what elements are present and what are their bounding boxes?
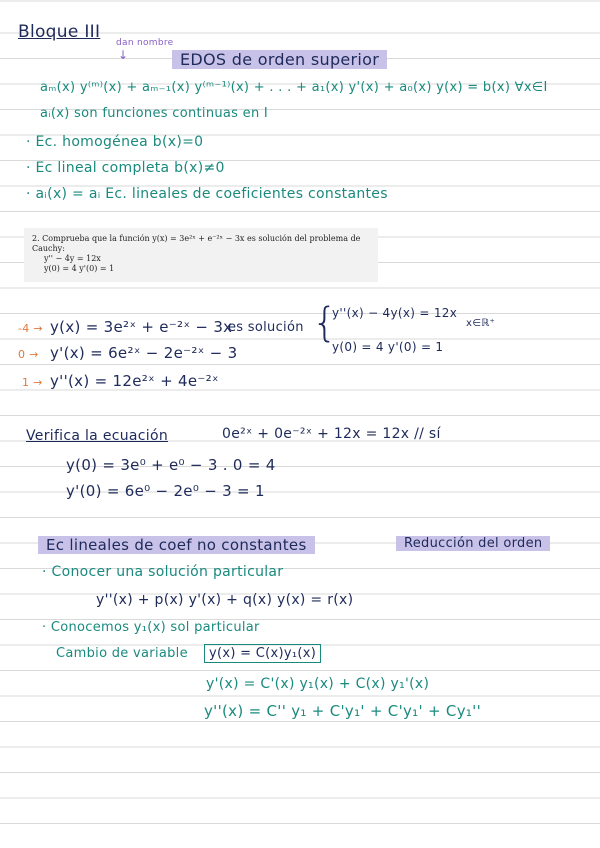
bullet-completa: · Ec lineal completa b(x)≠0 [26, 160, 225, 176]
eq-main-second-order: y''(x) + p(x) y'(x) + q(x) y(x) = r(x) [96, 592, 354, 608]
bullet-coef-constantes: · aᵢ(x) = aᵢ Ec. lineales de coeficientes constantes [26, 186, 388, 202]
eq-y-prime: y'(x) = 6e²ˣ − 2e⁻²ˣ − 3 [50, 344, 238, 362]
bullet-conocemos: · Conocemos y₁(x) sol particular [42, 620, 260, 635]
annotation-dan-nombre: dan nombre [116, 38, 174, 48]
second-derivative: y''(x) = C'' y₁ + C'y₁' + C'y₁' + Cy₁'' [204, 702, 482, 720]
system-line-1: y''(x) − 4y(x) = 12x [332, 306, 458, 320]
verify-yp0: y'(0) = 6e⁰ − 2e⁰ − 3 = 1 [66, 482, 265, 500]
section-title-reduccion: Reducción del orden [396, 536, 550, 551]
bullet-homogenea: · Ec. homogénea b(x)=0 [26, 134, 204, 150]
eq-y: y(x) = 3e²ˣ + e⁻²ˣ − 3x [50, 318, 233, 336]
section-title-coef-no-const: Ec lineales de coef no constantes [38, 536, 315, 554]
problem-excerpt [24, 228, 378, 282]
page-heading: Bloque III [18, 22, 101, 42]
bullet-conocer: · Conocer una solución particular [42, 564, 284, 580]
verify-label: Verifica la ecuación [26, 428, 169, 444]
domain-note: x∈ℝ⁺ [466, 318, 496, 329]
margin-note-1: -4 → [18, 322, 43, 335]
cambio-variable: Cambio de variable [56, 646, 188, 661]
system-brace: { [312, 300, 338, 346]
es-solucion: es solución [228, 320, 304, 335]
system-line-2: y(0) = 4 y'(0) = 1 [332, 340, 444, 354]
arrow-down-icon: ↓ [118, 48, 129, 62]
verify-y0: y(0) = 3e⁰ + e⁰ − 3 . 0 = 4 [66, 456, 276, 474]
margin-note-3: 1 → [22, 376, 43, 389]
note-continuous: aᵢ(x) son funciones continuas en I [40, 106, 269, 121]
general-equation: aₘ(x) y⁽ᵐ⁾(x) + aₘ₋₁(x) y⁽ᵐ⁻¹⁾(x) + . . . + a₁(x) y'(x) + a₀(x) y(x) = b(x) ∀x∈I [40, 80, 548, 95]
section-title-edos: EDOS de orden superior [172, 50, 387, 69]
problem-text: 2. Comprueba que la función y(x) = 3e²ˣ + e⁻²ˣ − 3x es solución del problema de Cauchy: [32, 234, 361, 253]
eq-y-double-prime: y''(x) = 12e²ˣ + 4e⁻²ˣ [50, 372, 219, 390]
problem-line-1: y'' − 4y = 12x [44, 254, 101, 263]
verify-equation: 0e²ˣ + 0e⁻²ˣ + 12x = 12x // sí [222, 426, 441, 442]
margin-note-2: 0 → [18, 348, 39, 361]
problem-line-2: y(0) = 4 y'(0) = 1 [44, 264, 115, 273]
boxed-substitution: y(x) = C(x)y₁(x) [204, 646, 321, 661]
first-derivative: y'(x) = C'(x) y₁(x) + C(x) y₁'(x) [206, 676, 430, 692]
